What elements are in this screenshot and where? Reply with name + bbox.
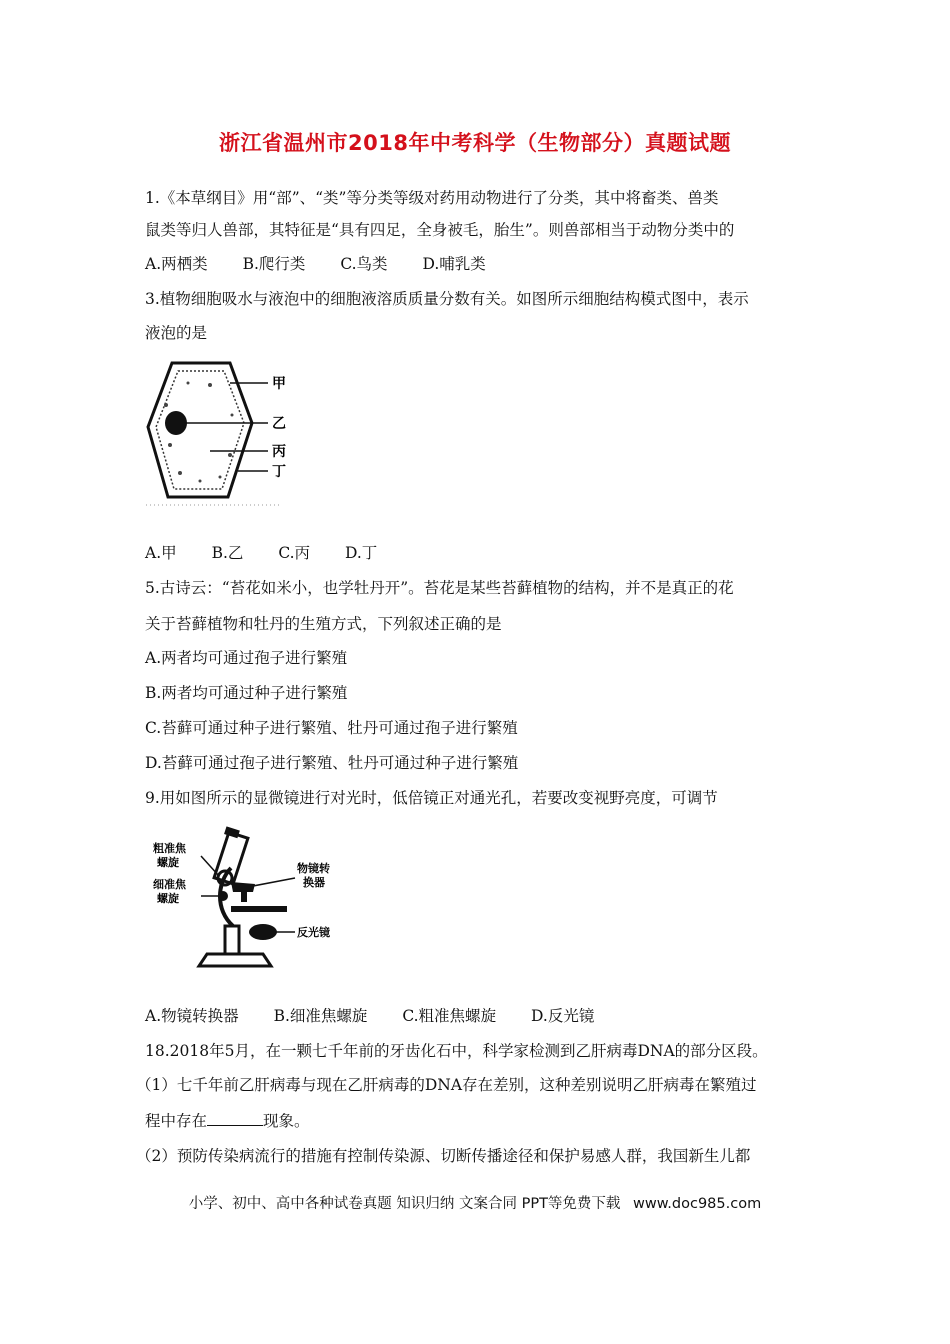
q1-line2: 鼠类等归人兽部，其特征是“具有四足，全身被毛，胎生”。则兽部相当于动物分类中的	[145, 221, 735, 239]
q3-option-d: D.丁	[345, 544, 378, 562]
q1-option-a: A.两栖类	[145, 255, 208, 273]
q18-p1-line2	[145, 1111, 310, 1131]
label-fine-1: 细准焦	[153, 878, 186, 891]
answer-blank[interactable]	[207, 1111, 263, 1126]
q5-option-b: B.两者均可通过种子进行繁殖	[145, 684, 348, 702]
microscope-stage	[231, 906, 287, 912]
label-jia: 甲	[272, 376, 286, 392]
label-bing: 丙	[272, 444, 286, 460]
footer-text: 小学、初中、高中各种试卷真题 知识归纳 文案合同 PPT等免费下载	[188, 1196, 621, 1212]
q1-option-d: D.哺乳类	[422, 255, 486, 273]
q9-line1: 9.用如图所示的显微镜进行对光时，低倍镜正对通光孔，若要改变视野亮度，可调节	[145, 789, 718, 807]
label-mirror: 反光镜	[297, 926, 330, 939]
label-yi: 乙	[272, 416, 286, 432]
footer	[0, 1192, 950, 1213]
q5-line2: 关于苔藓植物和牡丹的生殖方式，下列叙述正确的是	[145, 615, 502, 633]
q9-option-d: D.反光镜	[531, 1007, 595, 1025]
nucleus	[165, 411, 187, 435]
q1-option-c: C.鸟类	[340, 255, 388, 273]
mirror	[249, 924, 277, 940]
q18-p1-line2-a: 程中存在	[145, 1112, 208, 1130]
q18-p1-line2-b: 现象。	[263, 1112, 310, 1130]
q18-line1: 18.2018年5月，在一颗七千年前的牙齿化石中，科学家检测到乙肝病毒DNA的部分区段。	[145, 1042, 768, 1060]
q5-option-a: A.两者均可通过孢子进行繁殖	[145, 649, 348, 667]
q3-option-c: C.丙	[278, 544, 311, 562]
label-nosepiece-1: 物镜转	[297, 862, 330, 875]
label-ding: 丁	[272, 464, 286, 480]
q18-p2-line1: （2）预防传染病流行的措施有控制传染源、切断传播途径和保护易感人群，我国新生儿都	[136, 1147, 751, 1165]
q5-line1: 5.古诗云：“苔花如米小，也学牡丹开”。苔花是某些苔藓植物的结构，并不是真正的花	[145, 579, 734, 597]
plant-cell-figure	[140, 355, 300, 515]
q18-p1-line1: （1）七千年前乙肝病毒与现在乙肝病毒的DNA存在差别，这种差别说明乙肝病毒在繁殖过	[136, 1076, 757, 1094]
q3-option-a: A.甲	[145, 544, 177, 562]
q3-option-b: B.乙	[211, 544, 244, 562]
q1-option-b: B.爬行类	[242, 255, 306, 273]
q9-option-a: A.物镜转换器	[145, 1007, 239, 1025]
q9-option-b: B.细准焦螺旋	[273, 1007, 368, 1025]
page-title: 浙江省温州市2018年中考科学（生物部分）真题试题	[219, 131, 731, 155]
footer-url[interactable]: www.doc985.com	[633, 1196, 762, 1212]
q1-options	[145, 254, 516, 274]
q3-options	[145, 543, 407, 563]
q9-options	[145, 1006, 624, 1026]
q5-option-d: D.苔藓可通过孢子进行繁殖、牡丹可通过种子进行繁殖	[145, 754, 519, 772]
fine-knob	[218, 891, 228, 901]
q1-line1: 1.《本草纲目》用“部”、“类”等分类等级对药用动物进行了分类，其中将畜类、兽类	[145, 189, 719, 207]
label-coarse-1: 粗准焦	[153, 842, 186, 855]
q9-option-c: C.粗准焦螺旋	[402, 1007, 497, 1025]
label-coarse-2: 螺旋	[157, 856, 179, 869]
q3-line1: 3.植物细胞吸水与液泡中的细胞液溶质质量分数有关。如图所示细胞结构模式图中，表示	[145, 290, 749, 308]
label-nosepiece-2: 换器	[303, 876, 325, 889]
q5-option-c: C.苔藓可通过种子进行繁殖、牡丹可通过孢子进行繁殖	[145, 719, 518, 737]
microscope-figure	[145, 826, 360, 976]
label-fine-2: 螺旋	[157, 892, 179, 905]
q3-line2: 液泡的是	[145, 324, 208, 342]
microscope-base	[199, 954, 271, 966]
